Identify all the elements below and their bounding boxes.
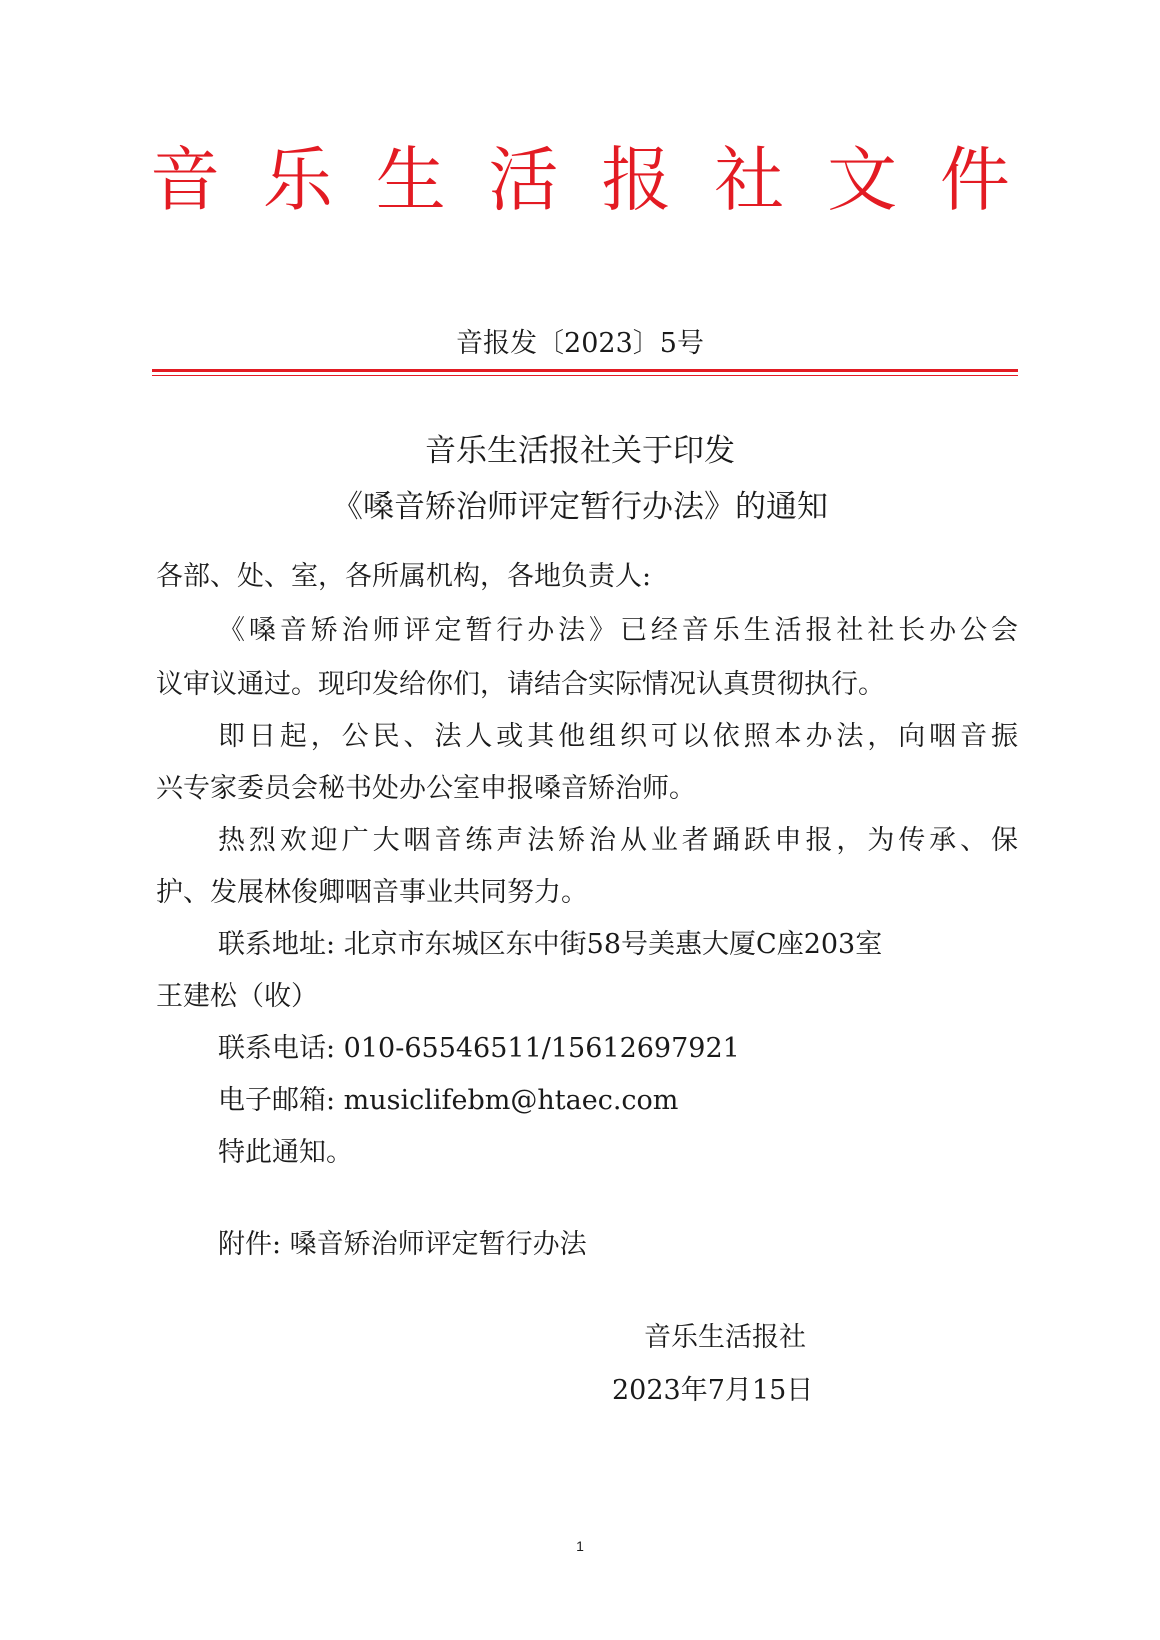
notice-title-line1: 音乐生活报社关于印发 [425,433,735,469]
contact-email: 电子邮箱: musiclifebm@htaec.com [218,1085,679,1116]
header-char: 活 [488,139,559,221]
header-char: 文 [827,139,898,221]
header-char: 件 [939,139,1010,221]
paragraph-line: 护、发展林俊卿咽音事业共同努力。 [156,877,588,908]
paragraph-line: 《嗓音矫治师评定暂行办法》已经音乐生活报社社长办公会 [218,615,1018,646]
document-number: 音报发〔2023〕5号 [456,328,704,359]
header-char: 生 [375,139,446,221]
signature-date: 2023年7月15日 [612,1375,814,1406]
salutation: 各部、处、室，各所属机构，各地负责人: [156,561,652,592]
paragraph-line: 即日起，公民、法人或其他组织可以依照本办法，向咽音振 [218,721,1018,752]
red-divider-thin [152,375,1018,376]
signature-org: 音乐生活报社 [644,1322,806,1353]
attachment-line: 附件: 嗓音矫治师评定暂行办法 [218,1229,587,1260]
header-char: 乐 [262,139,333,221]
header-char: 社 [714,139,785,221]
paragraph-line: 兴专家委员会秘书处办公室申报嗓音矫治师。 [156,773,696,804]
header-char: 报 [601,139,672,221]
contact-address: 联系地址: 北京市东城区东中街58号美惠大厦C座203室 [218,929,883,960]
red-divider-thick [152,369,1018,372]
document-header [150,135,1010,225]
header-char: 音 [150,139,220,221]
notice-title-line2: 《嗓音矫治师评定暂行办法》的通知 [332,489,828,525]
contact-recipient: 王建松（收） [156,981,318,1012]
page-number: 1 [576,1538,584,1554]
closing-text: 特此通知。 [218,1137,353,1168]
paragraph-line: 议审议通过。现印发给你们，请结合实际情况认真贯彻执行。 [156,669,885,700]
contact-phone: 联系电话: 010-65546511/15612697921 [218,1033,740,1064]
paragraph-line: 热烈欢迎广大咽音练声法矫治从业者踊跃申报，为传承、保 [218,825,1018,856]
